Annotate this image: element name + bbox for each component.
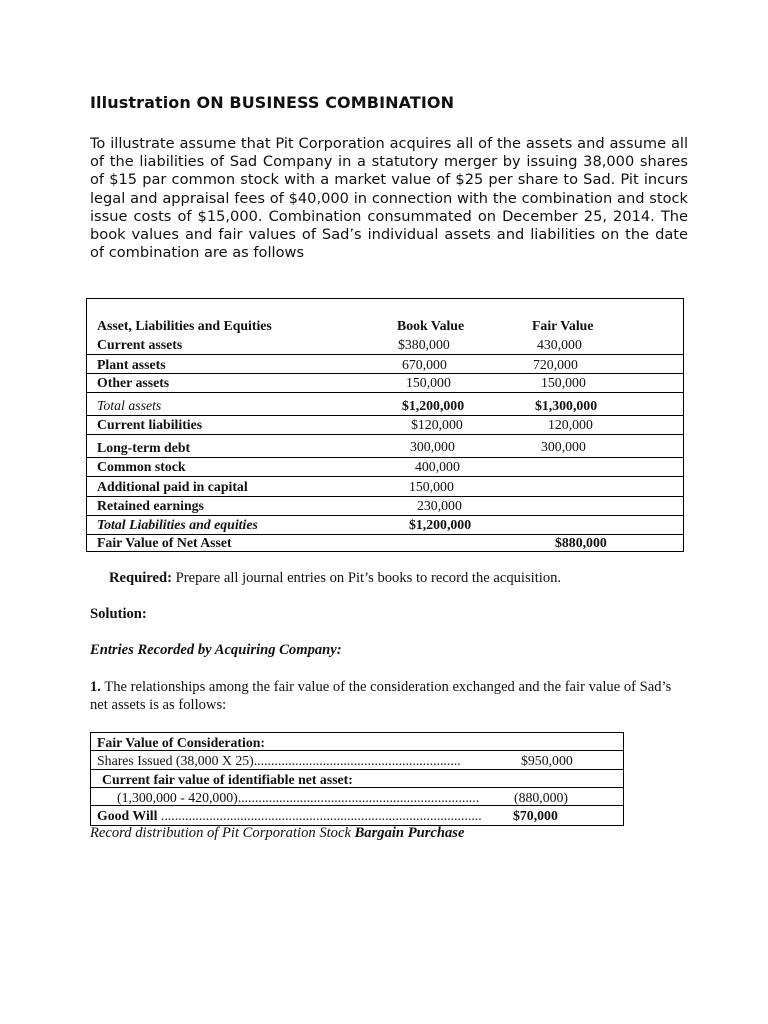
relationship-text: The relationships among the fair value of the consideration exchanged and the fair value of Sad’s net assets is as follows:: [90, 679, 672, 713]
net-asset-header-row: [91, 770, 623, 788]
table-row: [87, 497, 683, 516]
row-fair-value: 120,000: [548, 417, 593, 432]
row-book-value: 230,000: [417, 498, 462, 513]
row-item: Other assets: [97, 375, 170, 390]
document-title: Illustration ON BUSINESS COMBINATION: [90, 93, 455, 112]
row-item: Common stock: [97, 459, 186, 474]
table-row: [87, 416, 683, 435]
solution-label: Solution:: [90, 606, 147, 622]
row-book-value: $1,200,000: [402, 398, 465, 413]
row-fair-value: 430,000: [537, 337, 582, 352]
shares-issued-label: Shares Issued (38,000 X 25)............................................................: [97, 753, 461, 769]
row-item: Total Liabilities and equities: [97, 517, 258, 532]
goodwill-line: [97, 807, 482, 824]
row-item: Retained earnings: [97, 498, 204, 513]
table-row: [87, 458, 683, 477]
required-statement: [109, 570, 561, 587]
table-row: [87, 374, 683, 393]
shares-issued-row: [91, 751, 623, 769]
record-note: [90, 825, 464, 842]
table-row: [87, 336, 683, 355]
net-asset-row: [91, 788, 623, 806]
row-book-value: $380,000: [398, 337, 450, 352]
table-row: [87, 516, 683, 535]
row-item: Plant assets: [97, 357, 166, 372]
consideration-header: Fair Value of Consideration:: [97, 735, 266, 750]
header-item: Asset, Liabilities and Equities: [97, 318, 272, 333]
row-book-value: 400,000: [415, 459, 460, 474]
goodwill-row: [91, 806, 623, 824]
balance-table: [86, 298, 684, 552]
table-row: [87, 478, 683, 497]
table-row: [87, 355, 683, 374]
row-fair-value: 720,000: [533, 357, 578, 372]
bargain-purchase-label: Bargain Purchase: [354, 825, 465, 841]
row-book-value: $1,200,000: [409, 517, 472, 532]
header-fair-value: Fair Value: [532, 318, 594, 333]
entries-heading: Entries Recorded by Acquiring Company:: [90, 642, 342, 658]
intro-paragraph: To illustrate assume that Pit Corporation acquires all of the assets and assume all of the liabilities of Sad Company in a statutory merger by issuing 38,000 shares of $15 par common stock with a market value of $25 per share to Sad. Pit incurs legal and appraisal fees of $40,000 in connection with the combination and stock issue costs of $15,000. Combination consummated on December 25, 2014. The book values and fair values of Sad’s individual assets and liabilities on the date of combination are as follows: [90, 135, 688, 262]
table-row: [87, 395, 683, 416]
paragraph-number: 1.: [90, 679, 101, 695]
table-row: [87, 437, 683, 458]
row-fair-value: $880,000: [555, 535, 607, 550]
required-text: Prepare all journal entries on Pit’s books to record the acquisition.: [171, 570, 562, 586]
goodwill-label: Good Will: [97, 808, 158, 824]
net-asset-header: Current fair value of identifiable net asset:: [102, 771, 353, 787]
row-item: Total assets: [97, 398, 162, 413]
net-asset-value: (880,000): [514, 789, 569, 805]
row-book-value: 670,000: [402, 357, 447, 372]
net-asset-label: (1,300,000 - 420,000)......................................................................: [117, 789, 480, 805]
row-item: Current liabilities: [97, 417, 203, 432]
header-book-value: Book Value: [397, 318, 465, 333]
row-book-value: 150,000: [406, 375, 451, 390]
shares-issued-value: $950,000: [521, 753, 573, 769]
table-header-row: [87, 317, 683, 336]
row-book-value: 150,000: [409, 479, 454, 494]
row-item: Current assets: [97, 337, 183, 352]
row-fair-value: 300,000: [541, 439, 586, 454]
required-label: Required:: [109, 570, 172, 586]
row-book-value: $120,000: [411, 417, 463, 432]
row-fair-value: 150,000: [541, 375, 586, 390]
consideration-header-row: [91, 733, 623, 751]
goodwill-dots: .............................................................................................: [157, 808, 482, 824]
relationship-paragraph: [90, 678, 680, 714]
row-book-value: 300,000: [410, 439, 455, 454]
row-item: Fair Value of Net Asset: [97, 535, 232, 550]
consideration-table: [90, 732, 624, 826]
record-note-text: Record distribution of Pit Corporation Stock: [90, 825, 355, 841]
row-fair-value: $1,300,000: [535, 398, 598, 413]
table-row: [87, 534, 683, 553]
row-item: Long-term debt: [97, 440, 191, 455]
row-item: Additional paid in capital: [97, 479, 248, 494]
goodwill-value: $70,000: [513, 808, 558, 824]
